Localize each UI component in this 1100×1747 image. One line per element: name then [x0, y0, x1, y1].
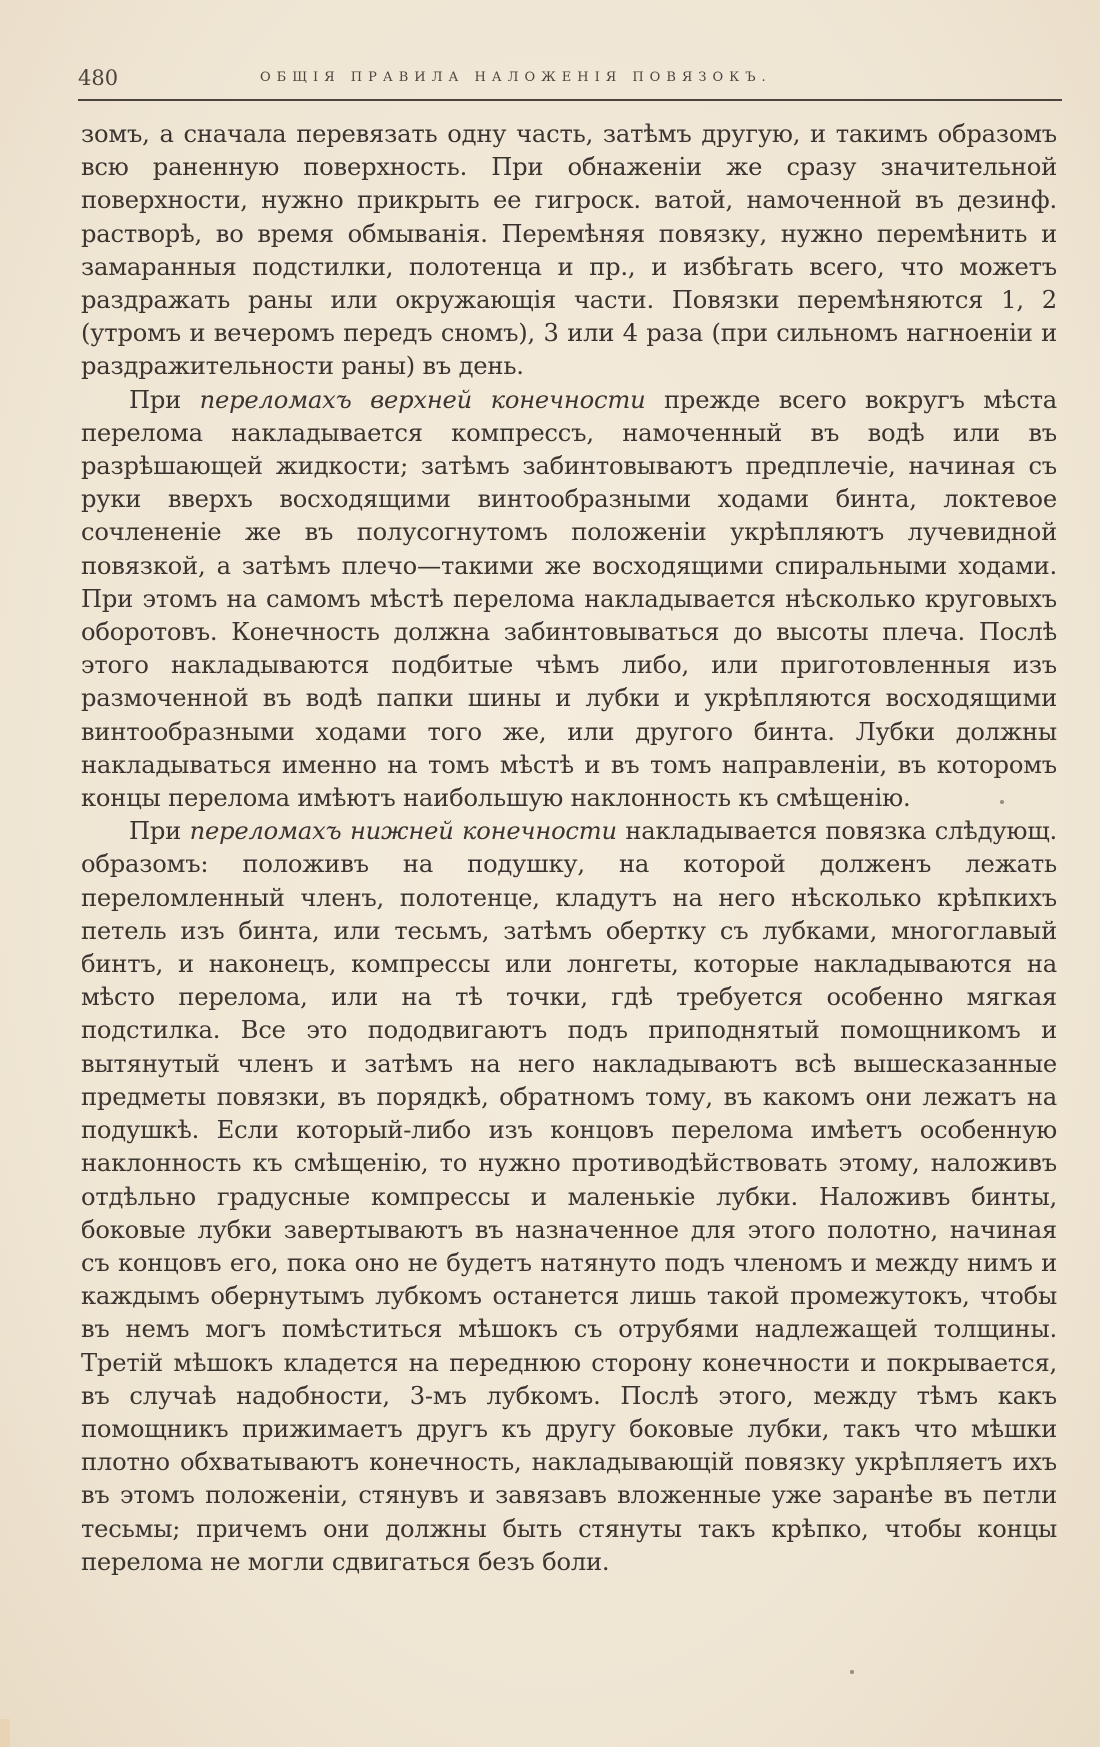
header-rule: [78, 99, 1062, 101]
page-edge-stain: [0, 1719, 10, 1747]
page-header: [78, 66, 1062, 92]
page-number: 480: [78, 66, 119, 90]
print-speck: [1000, 800, 1004, 804]
paragraph-text: зомъ, а сначала перевязать одну часть, затѣмъ другую, и такимъ образомъ всю раненную поверхность. При обнаженіи же сразу значительной поверхности, нужно прикрыть ее гигроск. ватой, намоченной въ дезинф. растворѣ, во время обмыванія. Перемѣняя повязку, нужно перемѣнить и замаранныя подстилки, полотенца и пр., и избѣгать всего, что можетъ раздражать раны или окружающія части. Повязки перемѣняются 1, 2 (утромъ и вечеромъ передъ сномъ), 3 или 4 раза (при сильномъ нагноеніи и раздражительности раны) въ день.: [81, 120, 1057, 381]
paragraph: [81, 384, 1057, 816]
running-title: ОБЩІЯ ПРАВИЛА НАЛОЖЕНІЯ ПОВЯЗОКЪ.: [260, 70, 772, 85]
body-text: [81, 118, 1057, 1579]
italic-phrase: переломахъ верхней конечности: [199, 385, 646, 414]
paragraph-text: прежде всего вокругъ мѣста перелома накладывается компрессъ, намоченный въ водѣ или въ разрѣшающей жидкости; затѣмъ забинтовываютъ предплечіе, начиная съ руки вверхъ восходящими винтообразными ходами бинта, локтевое сочлененіе же въ полусогнутомъ положеніи укрѣпляютъ лучевидной повязкой, а затѣмъ плечо—такими же восходящими спиральными ходами. При этомъ на самомъ мѣстѣ перелома накладывается нѣсколько круговыхъ оборотовъ. Конечность должна забинтовываться до высоты плеча. Послѣ этого накладываются подбитые чѣмъ либо, или приготовленныя изъ размоченной въ водѣ папки шины и лубки и укрѣпляются восходящими винтообразными ходами того же, или другого бинта. Лубки должны накладываться именно на томъ мѣстѣ и въ томъ направленіи, въ которомъ концы перелома имѣютъ наибольшую наклонность къ смѣщенію.: [81, 385, 1057, 813]
italic-phrase: переломахъ нижней конечности: [189, 817, 617, 846]
print-speck: [850, 1670, 854, 1674]
paragraph-text: накладывается повязка слѣдующ. образомъ: положивъ на подушку, на которой долженъ лежать переломленный членъ, полотенце, кладутъ на него нѣсколько крѣпкихъ петель изъ бинта, или тесьмъ, затѣмъ обертку съ лубками, многоглавый бинтъ, и наконецъ, компрессы или лонгеты, которые накладываются на мѣсто перелома, или на тѣ точки, гдѣ требуется особенно мягкая подстилка. Все это пододвигаютъ подъ приподнятый помощникомъ и вытянутый членъ и затѣмъ на него накладываютъ всѣ вышесказанные предметы повязки, въ порядкѣ, обратномъ тому, въ какомъ они лежатъ на подушкѣ. Если который-либо изъ концовъ перелома имѣетъ особенную наклонность къ смѣщенію, то нужно противодѣйствовать этому, наложивъ отдѣльно градусные компрессы и маленькіе лубки. Наложивъ бинты, боковые лубки завертываютъ въ назначенное для этого полотно, начиная съ концовъ его, пока оно не будетъ натянуто подъ членомъ и между нимъ и каждымъ обернутымъ лубкомъ останется лишь такой промежутокъ, чтобы въ немъ могъ помѣститься мѣшокъ съ отрубями надлежащей толщины. Третій мѣшокъ кладется на переднюю сторону конечности и покрывается, въ случаѣ надобности, 3-мъ лубкомъ. Послѣ этого, между тѣмъ какъ помощникъ прижимаетъ другъ къ другу боковые лубки, такъ что мѣшки плотно обхватываютъ конечность, накладывающій повязку укрѣпляетъ ихъ въ этомъ положеніи, стянувъ и завязавъ вложенные уже заранѣе въ петли тесьмы; причемъ они должны быть стянуты такъ крѣпко, чтобы концы перелома не могли сдвигаться безъ боли.: [81, 817, 1057, 1576]
paragraph-text: При: [129, 385, 200, 414]
paragraph: [81, 815, 1057, 1579]
paragraph: [81, 118, 1057, 384]
paragraph-text: При: [129, 817, 190, 846]
